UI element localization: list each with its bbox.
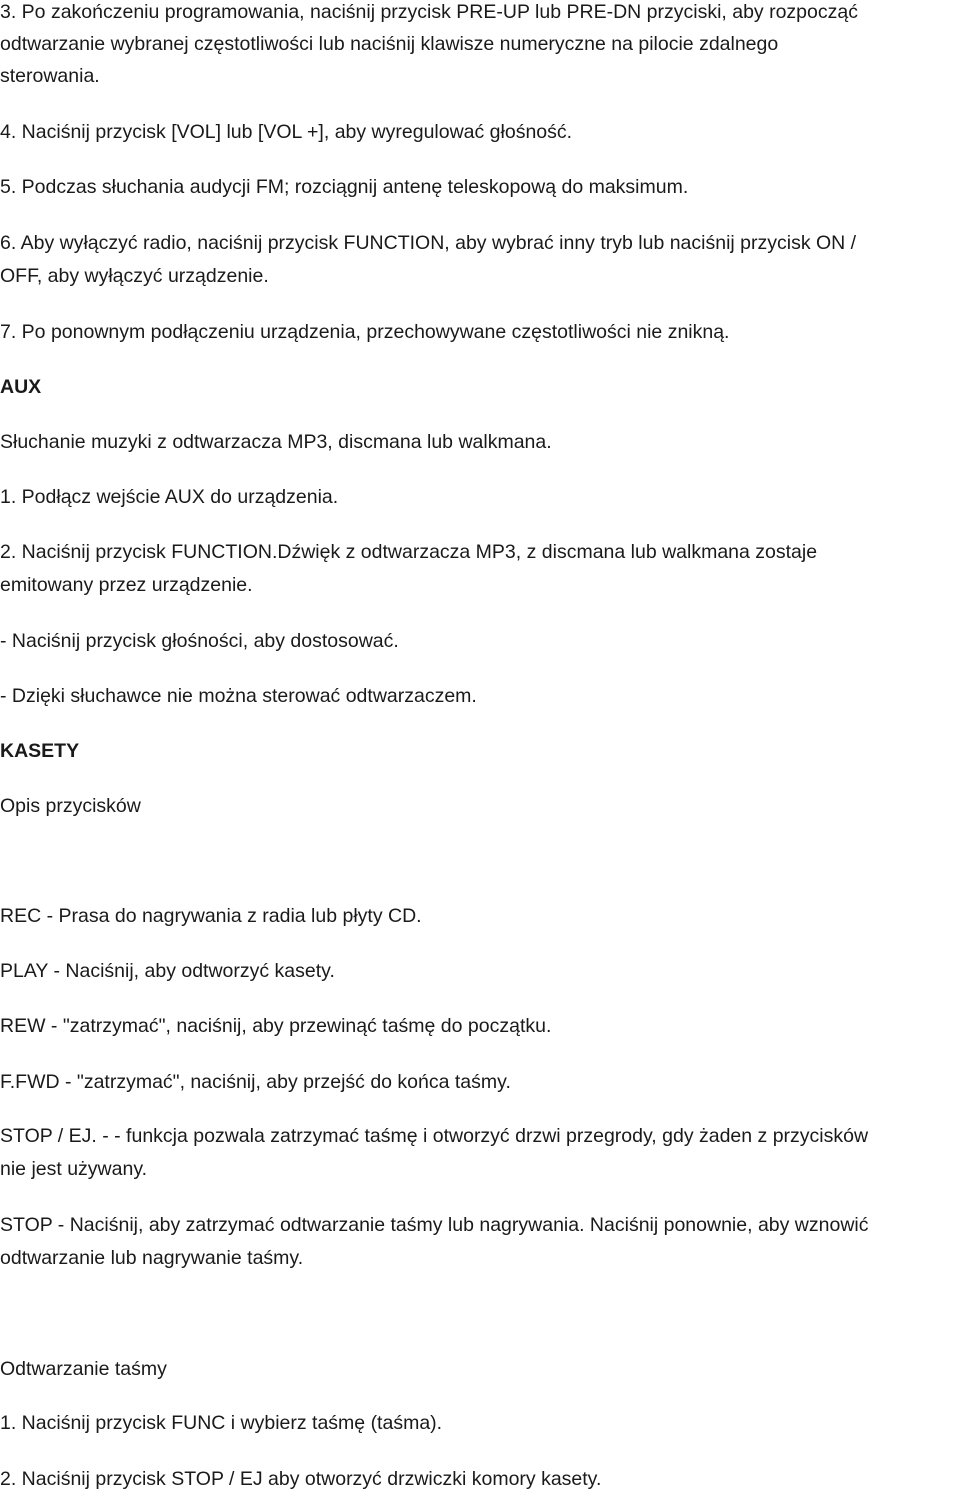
text-line: REC - Prasa do nagrywania z radia lub płyty CD.: [0, 905, 422, 927]
text-line: - Naciśnij przycisk głośności, aby dostosować.: [0, 630, 399, 652]
text-line: F.FWD - "zatrzymać", naciśnij, aby przejść do końca taśmy.: [0, 1071, 511, 1093]
subheading-button-description: Opis przycisków: [0, 795, 141, 817]
text-line: 3. Po zakończeniu programowania, naciśnij przycisk PRE-UP lub PRE-DN przyciski, aby rozpocząć: [0, 1, 858, 23]
section-heading-aux: AUX: [0, 376, 42, 398]
text-line: 2. Naciśnij przycisk FUNCTION.Dźwięk z odtwarzacza MP3, z discmana lub walkmana zostaje: [0, 541, 818, 563]
text-line: 5. Podczas słuchania audycji FM; rozciągnij antenę teleskopową do maksimum.: [0, 176, 689, 198]
text-line: STOP - Naciśnij, aby zatrzymać odtwarzanie taśmy lub nagrywania. Naciśnij ponownie, aby wznowić: [0, 1214, 869, 1236]
text-line: PLAY - Naciśnij, aby odtworzyć kasety.: [0, 960, 335, 982]
text-line: 4. Naciśnij przycisk [VOL] lub [VOL +], aby wyregulować głośność.: [0, 121, 573, 143]
subheading-tape-playback: Odtwarzanie taśmy: [0, 1358, 167, 1380]
text-line: - Dzięki słuchawce nie można sterować odtwarzaczem.: [0, 685, 477, 707]
text-line: 7. Po ponownym podłączeniu urządzenia, przechowywane częstotliwości nie znikną.: [0, 321, 730, 343]
text-line: odtwarzanie wybranej częstotliwości lub naciśnij klawisze numeryczne na pilocie zdalnego: [0, 33, 779, 55]
text-line: 1. Podłącz wejście AUX do urządzenia.: [0, 486, 339, 508]
text-line: emitowany przez urządzenie.: [0, 574, 253, 596]
text-line: nie jest używany.: [0, 1158, 148, 1180]
text-line: 6. Aby wyłączyć radio, naciśnij przycisk FUNCTION, aby wybrać inny tryb lub naciśnij przycisk ON /: [0, 232, 857, 254]
text-line: Słuchanie muzyki z odtwarzacza MP3, discmana lub walkmana.: [0, 431, 552, 453]
text-line: sterowania.: [0, 65, 100, 87]
text-line: STOP / EJ. - - funkcja pozwala zatrzymać taśmę i otworzyć drzwi przegrody, gdy żaden z przycisków: [0, 1125, 869, 1147]
section-heading-kasety: KASETY: [0, 740, 80, 762]
text-line: odtwarzanie lub nagrywanie taśmy.: [0, 1247, 304, 1269]
text-line: REW - "zatrzymać", naciśnij, aby przewinąć taśmę do początku.: [0, 1015, 552, 1037]
text-line: 2. Naciśnij przycisk STOP / EJ aby otworzyć drzwiczki komory kasety.: [0, 1468, 602, 1490]
text-line: 1. Naciśnij przycisk FUNC i wybierz taśmę (taśma).: [0, 1412, 443, 1434]
text-line: OFF, aby wyłączyć urządzenie.: [0, 265, 269, 287]
